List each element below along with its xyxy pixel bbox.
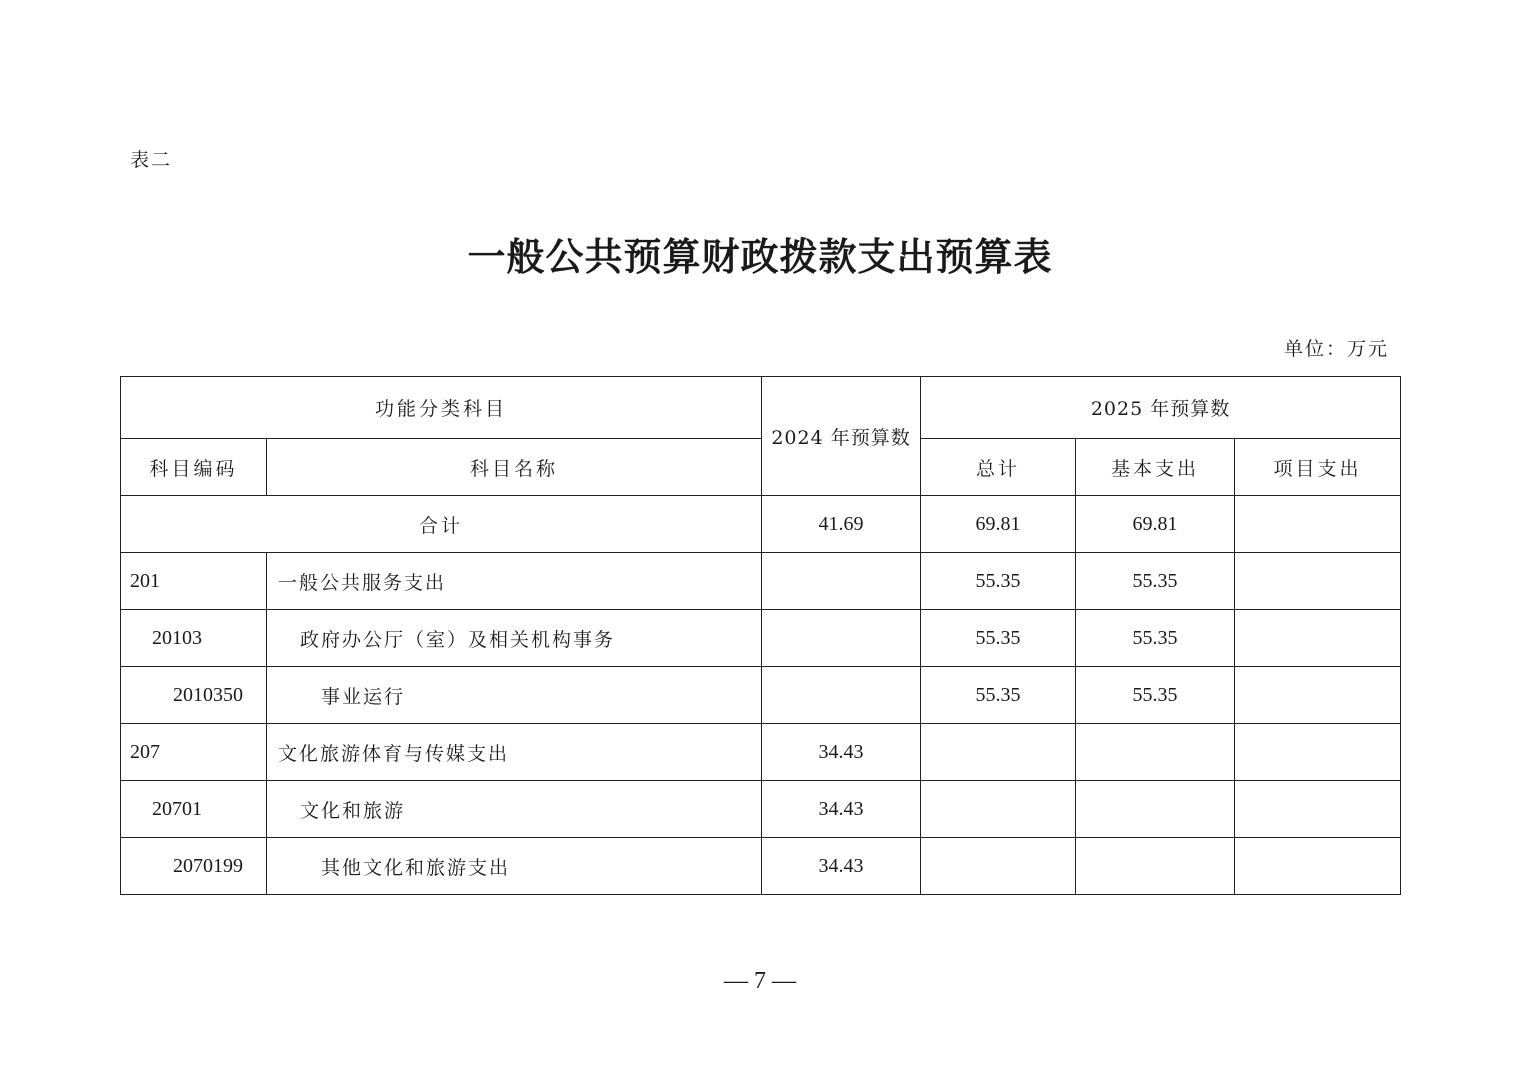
header-2024-budget: 2024 年预算数 [762, 377, 921, 496]
total-row [121, 496, 1401, 553]
header-name: 科目名称 [267, 439, 762, 496]
table-label: 表二 [130, 149, 173, 171]
row-basic-2025 [1076, 724, 1235, 781]
row-name: 一般公共服务支出 [267, 553, 762, 610]
header-basic: 基本支出 [1076, 439, 1235, 496]
header-code: 科目编码 [121, 439, 267, 496]
row-basic-2025: 55.35 [1076, 553, 1235, 610]
header-row-2 [121, 439, 1401, 496]
row-code: 2010350 [121, 667, 267, 724]
project-2025 [1235, 496, 1401, 553]
row-budget-2024 [762, 610, 921, 667]
table-row [121, 838, 1401, 895]
row-total-2025 [921, 781, 1076, 838]
header-category-group: 功能分类科目 [121, 377, 762, 439]
row-project-2025 [1235, 553, 1401, 610]
header-total: 总计 [921, 439, 1076, 496]
row-name: 政府办公厅（室）及相关机构事务 [267, 610, 762, 667]
row-total-2025 [921, 838, 1076, 895]
row-name: 事业运行 [267, 667, 762, 724]
unit-label: 单位：万元 [1283, 338, 1389, 360]
row-project-2025 [1235, 667, 1401, 724]
row-name: 文化旅游体育与传媒支出 [267, 724, 762, 781]
total-2025: 69.81 [921, 496, 1076, 553]
row-code: 2070199 [121, 838, 267, 895]
row-budget-2024: 34.43 [762, 724, 921, 781]
row-budget-2024 [762, 667, 921, 724]
row-project-2025 [1235, 610, 1401, 667]
table-row [121, 610, 1401, 667]
table-row [121, 553, 1401, 610]
row-total-2025: 55.35 [921, 553, 1076, 610]
budget-table [120, 376, 1401, 895]
row-project-2025 [1235, 838, 1401, 895]
header-row-1 [121, 377, 1401, 439]
table-row [121, 724, 1401, 781]
row-total-2025 [921, 724, 1076, 781]
row-code: 207 [121, 724, 267, 781]
row-project-2025 [1235, 781, 1401, 838]
header-2025-budget-group: 2025 年预算数 [921, 377, 1401, 439]
page-number: — 7 — [724, 968, 796, 994]
total-label: 合计 [121, 496, 762, 553]
row-code: 20701 [121, 781, 267, 838]
row-code: 201 [121, 553, 267, 610]
header-project: 项目支出 [1235, 439, 1401, 496]
row-total-2025: 55.35 [921, 610, 1076, 667]
row-total-2025: 55.35 [921, 667, 1076, 724]
row-basic-2025 [1076, 781, 1235, 838]
row-project-2025 [1235, 724, 1401, 781]
total-budget-2024: 41.69 [762, 496, 921, 553]
row-basic-2025: 55.35 [1076, 610, 1235, 667]
row-basic-2025: 55.35 [1076, 667, 1235, 724]
row-basic-2025 [1076, 838, 1235, 895]
row-budget-2024 [762, 553, 921, 610]
basic-2025: 69.81 [1076, 496, 1235, 553]
row-budget-2024: 34.43 [762, 781, 921, 838]
table-row [121, 667, 1401, 724]
row-name: 其他文化和旅游支出 [267, 838, 762, 895]
table-row [121, 781, 1401, 838]
row-code: 20103 [121, 610, 267, 667]
row-budget-2024: 34.43 [762, 838, 921, 895]
document-title: 一般公共预算财政拨款支出预算表 [467, 234, 1053, 279]
row-name: 文化和旅游 [267, 781, 762, 838]
